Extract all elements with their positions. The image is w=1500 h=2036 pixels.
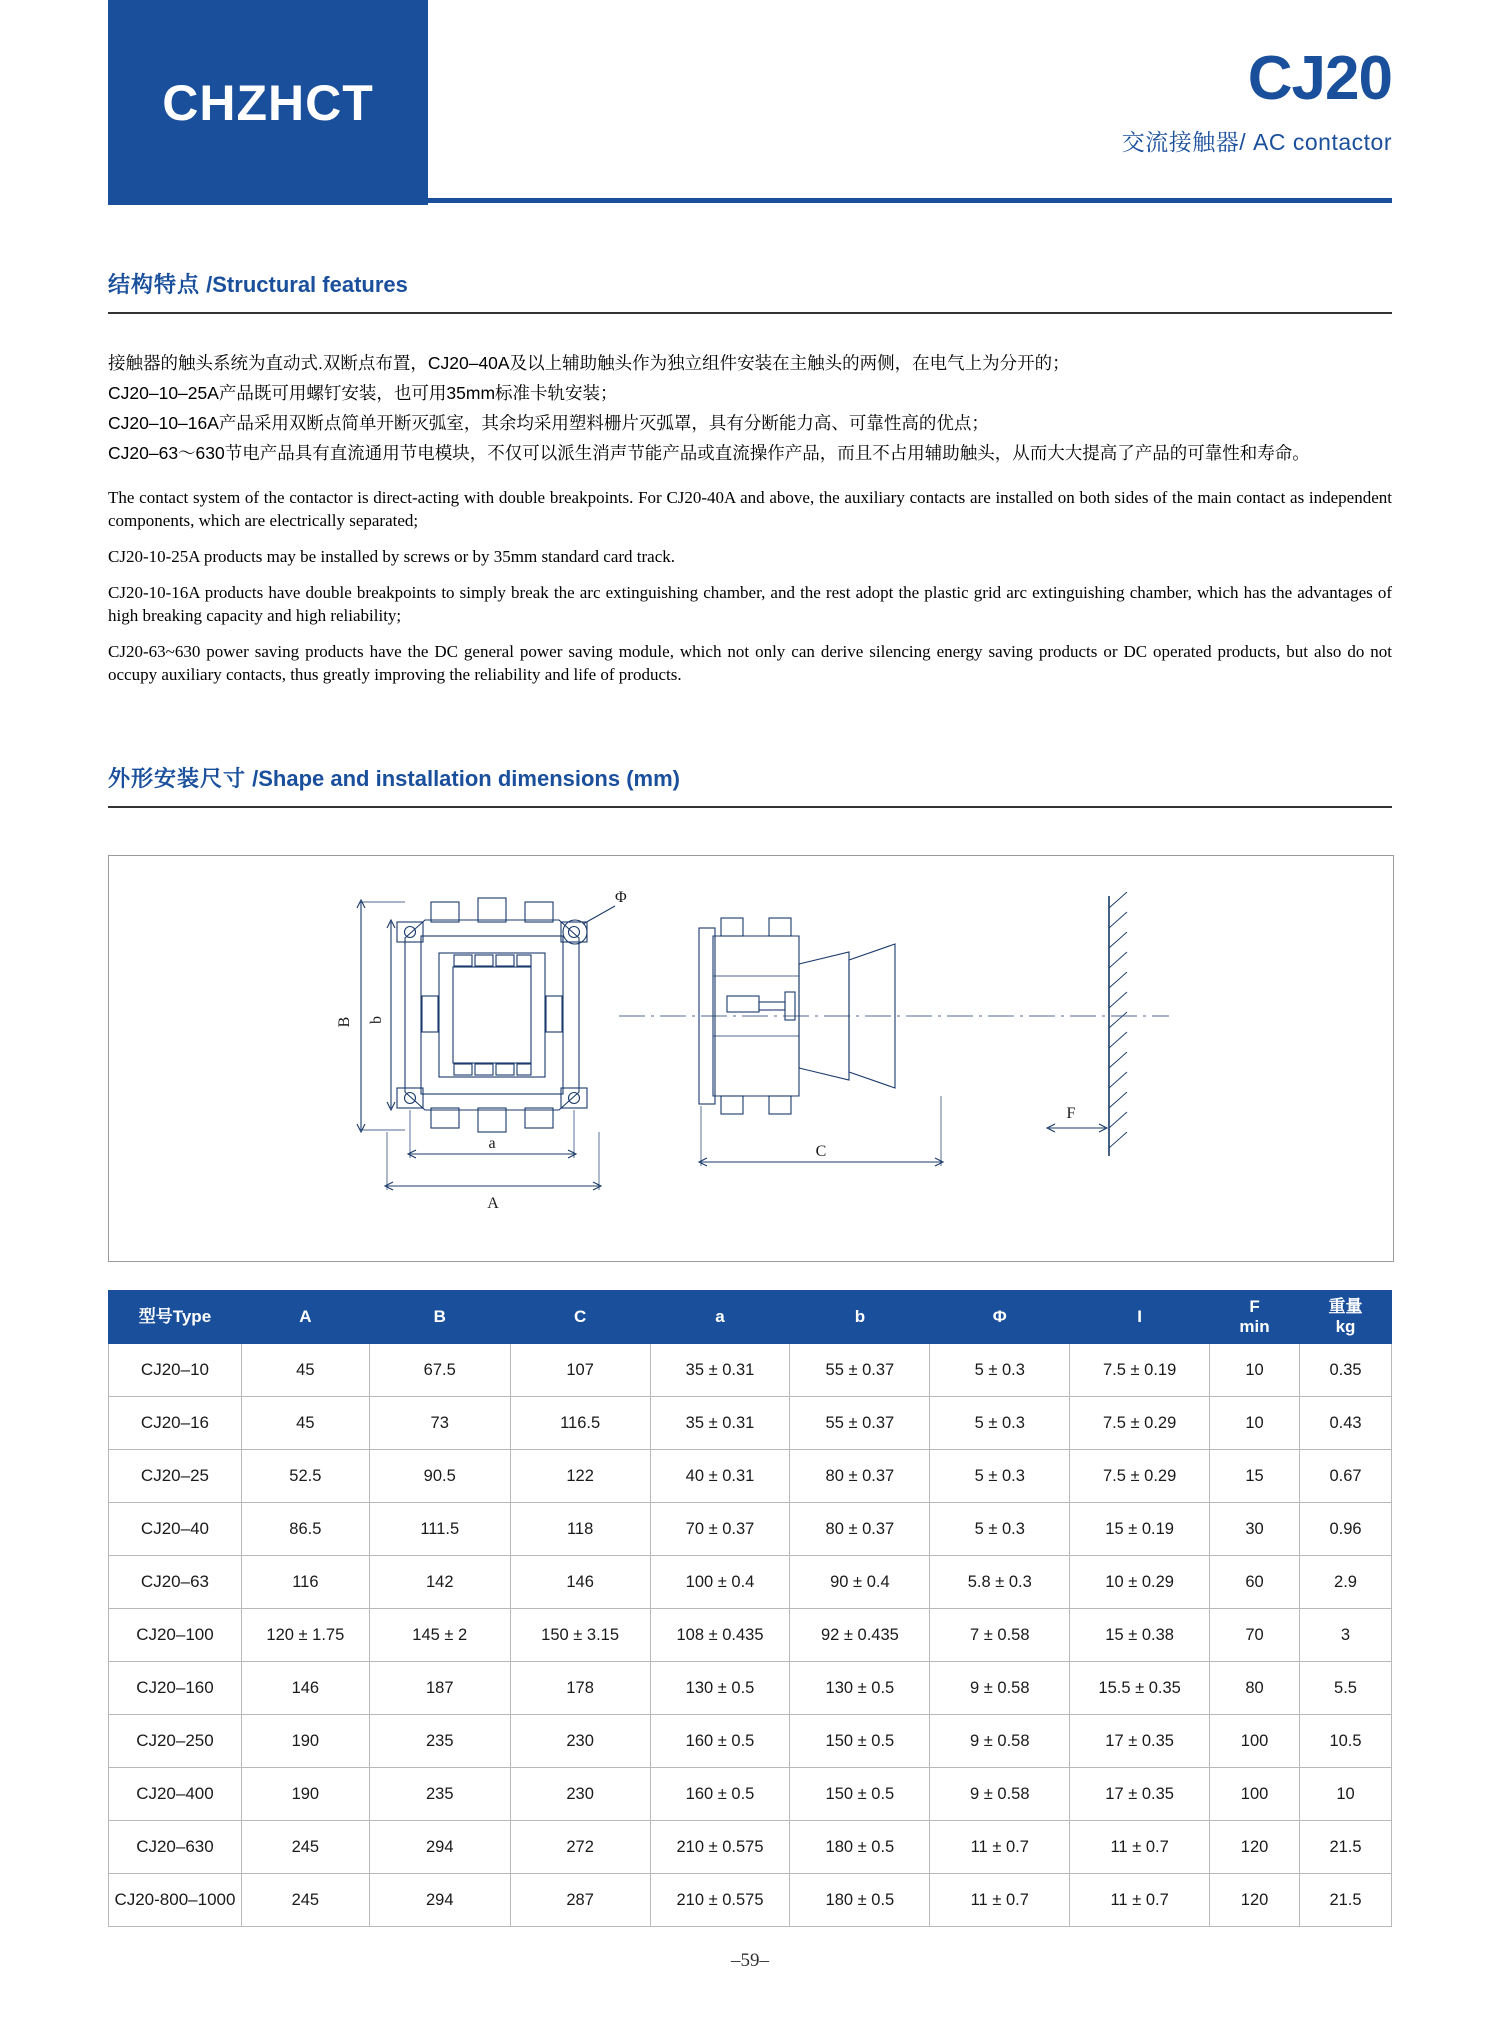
- cell-I: 17 ± 0.35: [1070, 1715, 1210, 1768]
- col-header-type: 型号Type: [109, 1291, 242, 1344]
- structural-en-para-4: CJ20-63~630 power saving products have the DC general power saving module, which not only can derive silencing energy saving products or DC operated products, but also do not occupy auxiliary contacts, thus greatly improving the reliability and life of products.: [108, 642, 1392, 684]
- table-row: [109, 1715, 1392, 1768]
- col-header-fmin-line1: F: [1249, 1297, 1260, 1316]
- cell-C: 287: [510, 1874, 650, 1927]
- cell-phi: 9 ± 0.58: [930, 1715, 1070, 1768]
- cell-weight: 5.5: [1300, 1662, 1392, 1715]
- dimension-drawing: [109, 856, 1391, 1259]
- table-row: [109, 1609, 1392, 1662]
- cell-weight: 10: [1300, 1768, 1392, 1821]
- cell-type: CJ20–10: [109, 1344, 242, 1397]
- cell-A: 245: [241, 1821, 369, 1874]
- structural-cn-line-3: CJ20–10–16A产品采用双断点简单开断灭弧室，其余均采用塑料栅片灭弧罩，具有分断能力高、可靠性高的优点；: [108, 413, 989, 433]
- label-B: B: [336, 1016, 353, 1028]
- cell-B: 111.5: [369, 1503, 510, 1556]
- structural-en-para-1: The contact system of the contactor is direct-acting with double breakpoints. For CJ20-40A and above, the auxiliary contacts are installed on both sides of the main contact as independent components, which are electrically separated;: [108, 488, 1392, 530]
- cell-fmin: 30: [1210, 1503, 1300, 1556]
- product-title: CJ20: [1247, 44, 1392, 113]
- cell-I: 7.5 ± 0.19: [1070, 1344, 1210, 1397]
- cell-C: 272: [510, 1821, 650, 1874]
- cell-I: 15.5 ± 0.35: [1070, 1662, 1210, 1715]
- cell-type: CJ20–25: [109, 1450, 242, 1503]
- cell-phi: 5.8 ± 0.3: [930, 1556, 1070, 1609]
- cell-fmin: 60: [1210, 1556, 1300, 1609]
- structural-en-para-3: CJ20-10-16A products have double breakpoints to simply break the arc extinguishing chamber, and the rest adopt the plastic grid arc extinguishing chamber, which has the advantages of high breaking capacity and high reliability;: [108, 583, 1392, 625]
- cell-phi: 5 ± 0.3: [930, 1503, 1070, 1556]
- section-heading-dimensions: [108, 762, 1392, 793]
- cell-C: 116.5: [510, 1397, 650, 1450]
- cell-C: 122: [510, 1450, 650, 1503]
- col-header-weight-line2: kg: [1335, 1317, 1356, 1336]
- cell-C: 118: [510, 1503, 650, 1556]
- cell-A: 116: [241, 1556, 369, 1609]
- cell-phi: 5 ± 0.3: [930, 1397, 1070, 1450]
- cell-A: 190: [241, 1768, 369, 1821]
- section-heading-structural-en: /Structural features: [206, 272, 408, 297]
- cell-B: 235: [369, 1715, 510, 1768]
- cell-weight: 2.9: [1300, 1556, 1392, 1609]
- structural-cn-line-1: 接触器的触头系统为直动式.双断点布置，CJ20–40A及以上辅助触头作为独立组件安装在主触头的两侧，在电气上为分开的；: [108, 353, 1070, 373]
- cell-b: 80 ± 0.37: [790, 1503, 930, 1556]
- page-header: [0, 0, 1500, 205]
- label-C: C: [815, 1143, 827, 1160]
- table-row: [109, 1768, 1392, 1821]
- cell-b: 80 ± 0.37: [790, 1450, 930, 1503]
- cell-fmin: 100: [1210, 1715, 1300, 1768]
- cell-B: 73: [369, 1397, 510, 1450]
- header-divider: [108, 198, 1392, 203]
- cell-C: 178: [510, 1662, 650, 1715]
- cell-weight: 21.5: [1300, 1874, 1392, 1927]
- cell-b: 90 ± 0.4: [790, 1556, 930, 1609]
- cell-type: CJ20–160: [109, 1662, 242, 1715]
- cell-a: 70 ± 0.37: [650, 1503, 790, 1556]
- cell-phi: 11 ± 0.7: [930, 1874, 1070, 1927]
- cell-phi: 5 ± 0.3: [930, 1344, 1070, 1397]
- section-rule-structural: [108, 312, 1392, 314]
- cell-fmin: 100: [1210, 1768, 1300, 1821]
- cell-B: 294: [369, 1874, 510, 1927]
- cell-B: 67.5: [369, 1344, 510, 1397]
- cell-phi: 5 ± 0.3: [930, 1450, 1070, 1503]
- cell-weight: 0.35: [1300, 1344, 1392, 1397]
- cell-I: 10 ± 0.29: [1070, 1556, 1210, 1609]
- cell-a: 108 ± 0.435: [650, 1609, 790, 1662]
- col-header-weight: [1300, 1291, 1392, 1344]
- cell-type: CJ20–630: [109, 1821, 242, 1874]
- cell-A: 120 ± 1.75: [241, 1609, 369, 1662]
- cell-fmin: 10: [1210, 1397, 1300, 1450]
- col-header-fmin: [1210, 1291, 1300, 1344]
- dimension-drawing-panel: [108, 855, 1394, 1262]
- dimensions-table: [108, 1290, 1392, 1927]
- cell-B: 142: [369, 1556, 510, 1609]
- col-header-phi: Φ: [930, 1291, 1070, 1344]
- col-header-b: b: [790, 1291, 930, 1344]
- col-header-C: C: [510, 1291, 650, 1344]
- cell-B: 187: [369, 1662, 510, 1715]
- cell-a: 100 ± 0.4: [650, 1556, 790, 1609]
- cell-A: 52.5: [241, 1450, 369, 1503]
- cell-B: 294: [369, 1821, 510, 1874]
- cell-weight: 0.67: [1300, 1450, 1392, 1503]
- cell-fmin: 120: [1210, 1821, 1300, 1874]
- cell-b: 150 ± 0.5: [790, 1768, 930, 1821]
- cell-I: 11 ± 0.7: [1070, 1821, 1210, 1874]
- cell-I: 7.5 ± 0.29: [1070, 1450, 1210, 1503]
- cell-b: 55 ± 0.37: [790, 1344, 930, 1397]
- product-subtitle: 交流接触器/ AC contactor: [1121, 129, 1392, 155]
- col-header-a: a: [650, 1291, 790, 1344]
- cell-B: 145 ± 2: [369, 1609, 510, 1662]
- cell-fmin: 80: [1210, 1662, 1300, 1715]
- structural-body: [108, 348, 1392, 686]
- table-row: [109, 1344, 1392, 1397]
- cell-A: 86.5: [241, 1503, 369, 1556]
- cell-B: 90.5: [369, 1450, 510, 1503]
- brand-logo: [108, 0, 428, 205]
- section-heading-dimensions-en: /Shape and installation dimensions (mm): [252, 766, 680, 791]
- cell-b: 180 ± 0.5: [790, 1821, 930, 1874]
- cell-phi: 11 ± 0.7: [930, 1821, 1070, 1874]
- cell-I: 15 ± 0.19: [1070, 1503, 1210, 1556]
- cell-weight: 0.96: [1300, 1503, 1392, 1556]
- label-F: F: [1066, 1105, 1076, 1122]
- cell-a: 40 ± 0.31: [650, 1450, 790, 1503]
- cell-fmin: 120: [1210, 1874, 1300, 1927]
- table-header-row: [109, 1291, 1392, 1344]
- table-row: [109, 1821, 1392, 1874]
- cell-I: 17 ± 0.35: [1070, 1768, 1210, 1821]
- section-heading-structural: [108, 268, 1392, 299]
- table-row: [109, 1874, 1392, 1927]
- cell-b: 150 ± 0.5: [790, 1715, 930, 1768]
- label-A: A: [487, 1195, 499, 1212]
- cell-b: 130 ± 0.5: [790, 1662, 930, 1715]
- cell-type: CJ20–63: [109, 1556, 242, 1609]
- cell-type: CJ20-800–1000: [109, 1874, 242, 1927]
- brand-logo-text: CHZHCT: [162, 74, 374, 131]
- table-row: [109, 1503, 1392, 1556]
- label-a: a: [488, 1135, 496, 1152]
- cell-a: 210 ± 0.575: [650, 1821, 790, 1874]
- col-header-fmin-line2: min: [1239, 1317, 1270, 1336]
- cell-b: 55 ± 0.37: [790, 1397, 930, 1450]
- cell-C: 230: [510, 1715, 650, 1768]
- section-dimensions: [108, 762, 1392, 808]
- cell-type: CJ20–400: [109, 1768, 242, 1821]
- structural-cn-line-2: CJ20–10–25A产品既可用螺钉安装，也可用35mm标准卡轨安装；: [108, 383, 618, 403]
- cell-C: 107: [510, 1344, 650, 1397]
- cell-C: 230: [510, 1768, 650, 1821]
- cell-fmin: 15: [1210, 1450, 1300, 1503]
- structural-en-para-2: CJ20-10-25A products may be installed by screws or by 35mm standard card track.: [108, 547, 676, 566]
- table-row: [109, 1556, 1392, 1609]
- cell-C: 150 ± 3.15: [510, 1609, 650, 1662]
- header-titles: [1121, 44, 1392, 157]
- label-b: b: [368, 1016, 385, 1024]
- page-footer: [0, 1950, 1500, 1972]
- cell-fmin: 70: [1210, 1609, 1300, 1662]
- cell-A: 190: [241, 1715, 369, 1768]
- cell-fmin: 10: [1210, 1344, 1300, 1397]
- cell-a: 35 ± 0.31: [650, 1344, 790, 1397]
- table-row: [109, 1397, 1392, 1450]
- cell-weight: 10.5: [1300, 1715, 1392, 1768]
- cell-type: CJ20–250: [109, 1715, 242, 1768]
- cell-a: 160 ± 0.5: [650, 1768, 790, 1821]
- cell-type: CJ20–100: [109, 1609, 242, 1662]
- col-header-weight-line1: 重量: [1328, 1297, 1363, 1316]
- table-row: [109, 1450, 1392, 1503]
- cell-I: 11 ± 0.7: [1070, 1874, 1210, 1927]
- cell-type: CJ20–16: [109, 1397, 242, 1450]
- col-header-B: B: [369, 1291, 510, 1344]
- col-header-I: I: [1070, 1291, 1210, 1344]
- cell-phi: 9 ± 0.58: [930, 1768, 1070, 1821]
- cell-type: CJ20–40: [109, 1503, 242, 1556]
- section-rule-dimensions: [108, 806, 1392, 808]
- cell-b: 92 ± 0.435: [790, 1609, 930, 1662]
- cell-a: 35 ± 0.31: [650, 1397, 790, 1450]
- cell-A: 146: [241, 1662, 369, 1715]
- cell-phi: 7 ± 0.58: [930, 1609, 1070, 1662]
- cell-b: 180 ± 0.5: [790, 1874, 930, 1927]
- section-structural-features: [108, 268, 1392, 314]
- section-heading-dimensions-cn: 外形安装尺寸: [108, 766, 247, 791]
- cell-I: 15 ± 0.38: [1070, 1609, 1210, 1662]
- cell-A: 45: [241, 1397, 369, 1450]
- cell-phi: 9 ± 0.58: [930, 1662, 1070, 1715]
- cell-weight: 21.5: [1300, 1821, 1392, 1874]
- cell-weight: 3: [1300, 1609, 1392, 1662]
- section-heading-structural-cn: 结构特点: [108, 272, 201, 297]
- table-row: [109, 1662, 1392, 1715]
- cell-a: 210 ± 0.575: [650, 1874, 790, 1927]
- cell-weight: 0.43: [1300, 1397, 1392, 1450]
- col-header-A: A: [241, 1291, 369, 1344]
- cell-I: 7.5 ± 0.29: [1070, 1397, 1210, 1450]
- cell-a: 160 ± 0.5: [650, 1715, 790, 1768]
- cell-A: 45: [241, 1344, 369, 1397]
- label-phi: Φ: [615, 889, 627, 906]
- cell-C: 146: [510, 1556, 650, 1609]
- page-number: –59–: [731, 1950, 769, 1971]
- cell-a: 130 ± 0.5: [650, 1662, 790, 1715]
- cell-B: 235: [369, 1768, 510, 1821]
- cell-A: 245: [241, 1874, 369, 1927]
- structural-cn-line-4: CJ20–63～630节电产品具有直流通用节电模块，不仅可以派生消声节能产品或直流操作产品，而且不占用辅助触头，从而大大提高了产品的可靠性和寿命。: [108, 443, 1310, 463]
